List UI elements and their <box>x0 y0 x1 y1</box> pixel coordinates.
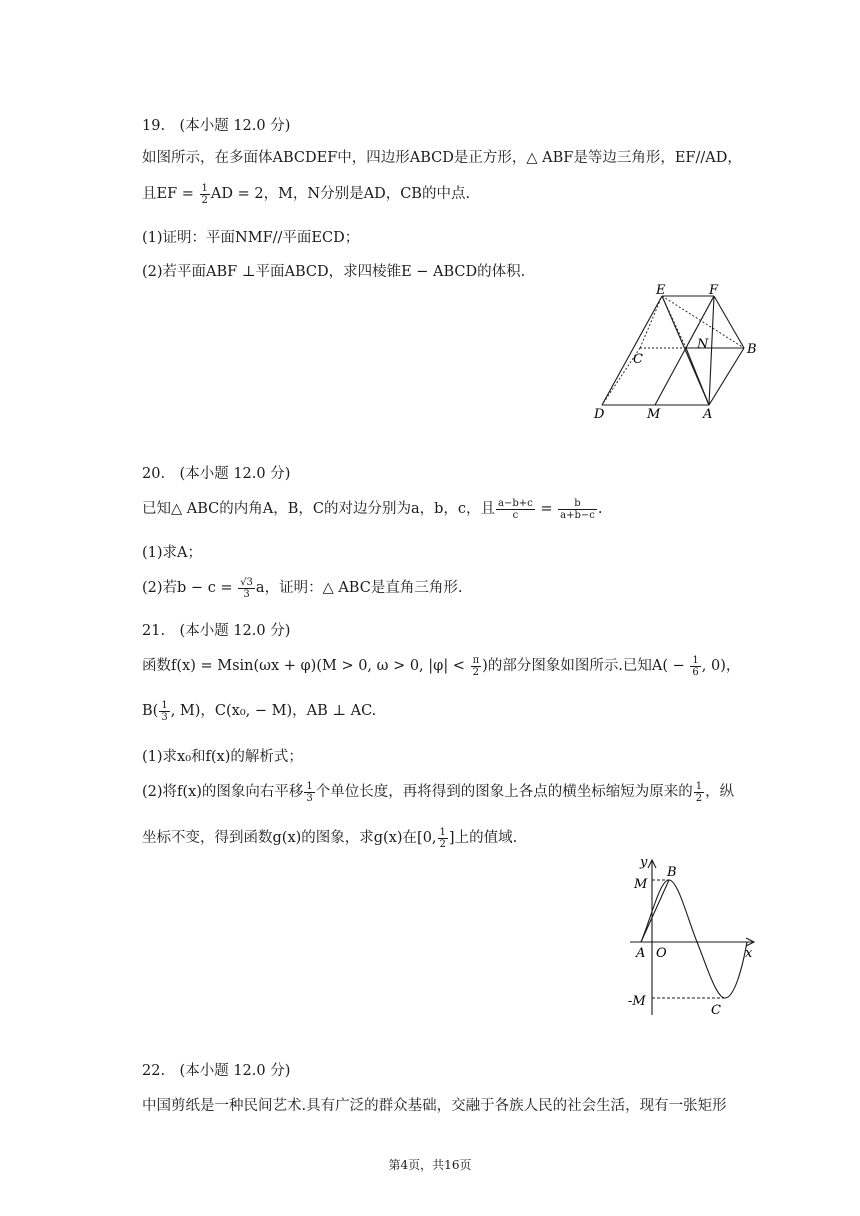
label-x: x <box>745 946 753 961</box>
label-D: D <box>594 407 605 420</box>
label-y: y <box>640 855 648 870</box>
q22-header: 22. (本小题 12.0 分) <box>142 1063 291 1079</box>
q20-fraction-1: $\frac{a-b+c}{c}$ <box>498 497 533 521</box>
q20-fraction-2: $\frac{b}{a+b-c}$ <box>560 497 595 521</box>
q20-fraction-3: $\frac{√3}{3}$ <box>240 576 253 600</box>
q21-part-2: (2)将f(x)的图象向右平移 $\frac{1}{3}$ 个单位长度，再将得到的图象上各点的横坐标缩短为原来的 $\frac{1}{2}$ ，纵 <box>142 780 735 804</box>
q21-fraction-6: $\frac{1}{2}$ <box>439 826 446 850</box>
label-A: A <box>703 407 713 420</box>
q19-polyhedron-figure <box>585 280 765 420</box>
q20-header: 20. (本小题 12.0 分) <box>142 466 291 482</box>
label-negM: -M <box>628 994 646 1009</box>
q20-part-1: (1)求A； <box>142 545 203 561</box>
q21-fraction-2: $\frac{1}{6}$ <box>692 654 699 678</box>
page-footer: 第4页，共16页 <box>388 1158 472 1172</box>
q21-sine-graph-figure <box>620 852 770 1022</box>
label-O: O <box>656 946 667 961</box>
q21-line-5: 坐标不变，得到函数g(x)的图象，求g(x)在[0, $\frac{1}{2}$ ]上的值域. <box>142 826 518 850</box>
q19-line-1: 如图所示，在多面体ABCDEF中，四边形ABCD是正方形，△ ABF是等边三角形，EF//AD， <box>142 150 742 166</box>
label-N: N <box>697 337 709 352</box>
q21-fraction-1: $\frac{\pi}{2}$ <box>472 654 480 678</box>
label-C: C <box>633 352 643 367</box>
q19-line-2-a: 且EF = <box>142 186 199 202</box>
q21-fraction-4: $\frac{1}{3}$ <box>306 780 313 804</box>
label-F: F <box>709 283 719 298</box>
label-M: M <box>634 877 648 892</box>
label-A: A <box>636 946 646 961</box>
q19-header: 19. (本小题 12.0 分) <box>142 118 291 134</box>
q19-part-1: (1)证明：平面NMF//平面ECD； <box>142 230 360 246</box>
q19-line-2 <box>142 182 470 206</box>
label-B: B <box>747 342 757 357</box>
label-M: M <box>647 407 661 420</box>
q21-header: 21. (本小题 12.0 分) <box>142 623 291 639</box>
q21-line-1: 函数f(x) = Msin(ωx + φ)(M > 0, ω > 0, |φ| < $\frac{\pi}{2}$ )的部分图象如图所示.已知A( − $\frac{1}{6}$ , 0)， <box>142 654 741 678</box>
label-C: C <box>711 1003 721 1018</box>
q20-line-1: 已知△ ABC的内角A，B，C的对边分别为a，b，c，且 $\frac{a-b+c}{c}$ = $\frac{b}{a+b-c}$ . <box>142 497 603 521</box>
q22-line-1: 中国剪纸是一种民间艺术.具有广泛的群众基础，交融于各族人民的社会生活，现有一张矩形 <box>142 1098 727 1114</box>
q21-fraction-3: $\frac{1}{3}$ <box>161 699 168 723</box>
sine-curve <box>641 880 747 998</box>
label-E: E <box>656 283 666 298</box>
q19-line-2-b: AD = 2，M，N分别是AD，CB的中点. <box>210 186 471 202</box>
q21-part-1: (1)求x₀和f(x)的解析式； <box>142 749 303 765</box>
q21-fraction-5: $\frac{1}{2}$ <box>695 780 703 804</box>
q21-line-2: B( $\frac{1}{3}$ , M)，C(x₀, − M)，AB ⊥ AC. <box>142 699 377 723</box>
q19-fraction: $\frac{1}{2}$ <box>201 182 208 206</box>
label-B: B <box>667 865 677 880</box>
q20-part-2: (2)若b − c = $\frac{√3}{3}$ a，证明：△ ABC是直角三角形. <box>142 576 463 600</box>
q19-part-2: (2)若平面ABF ⊥平面ABCD，求四棱锥E − ABCD的体积. <box>142 264 526 280</box>
